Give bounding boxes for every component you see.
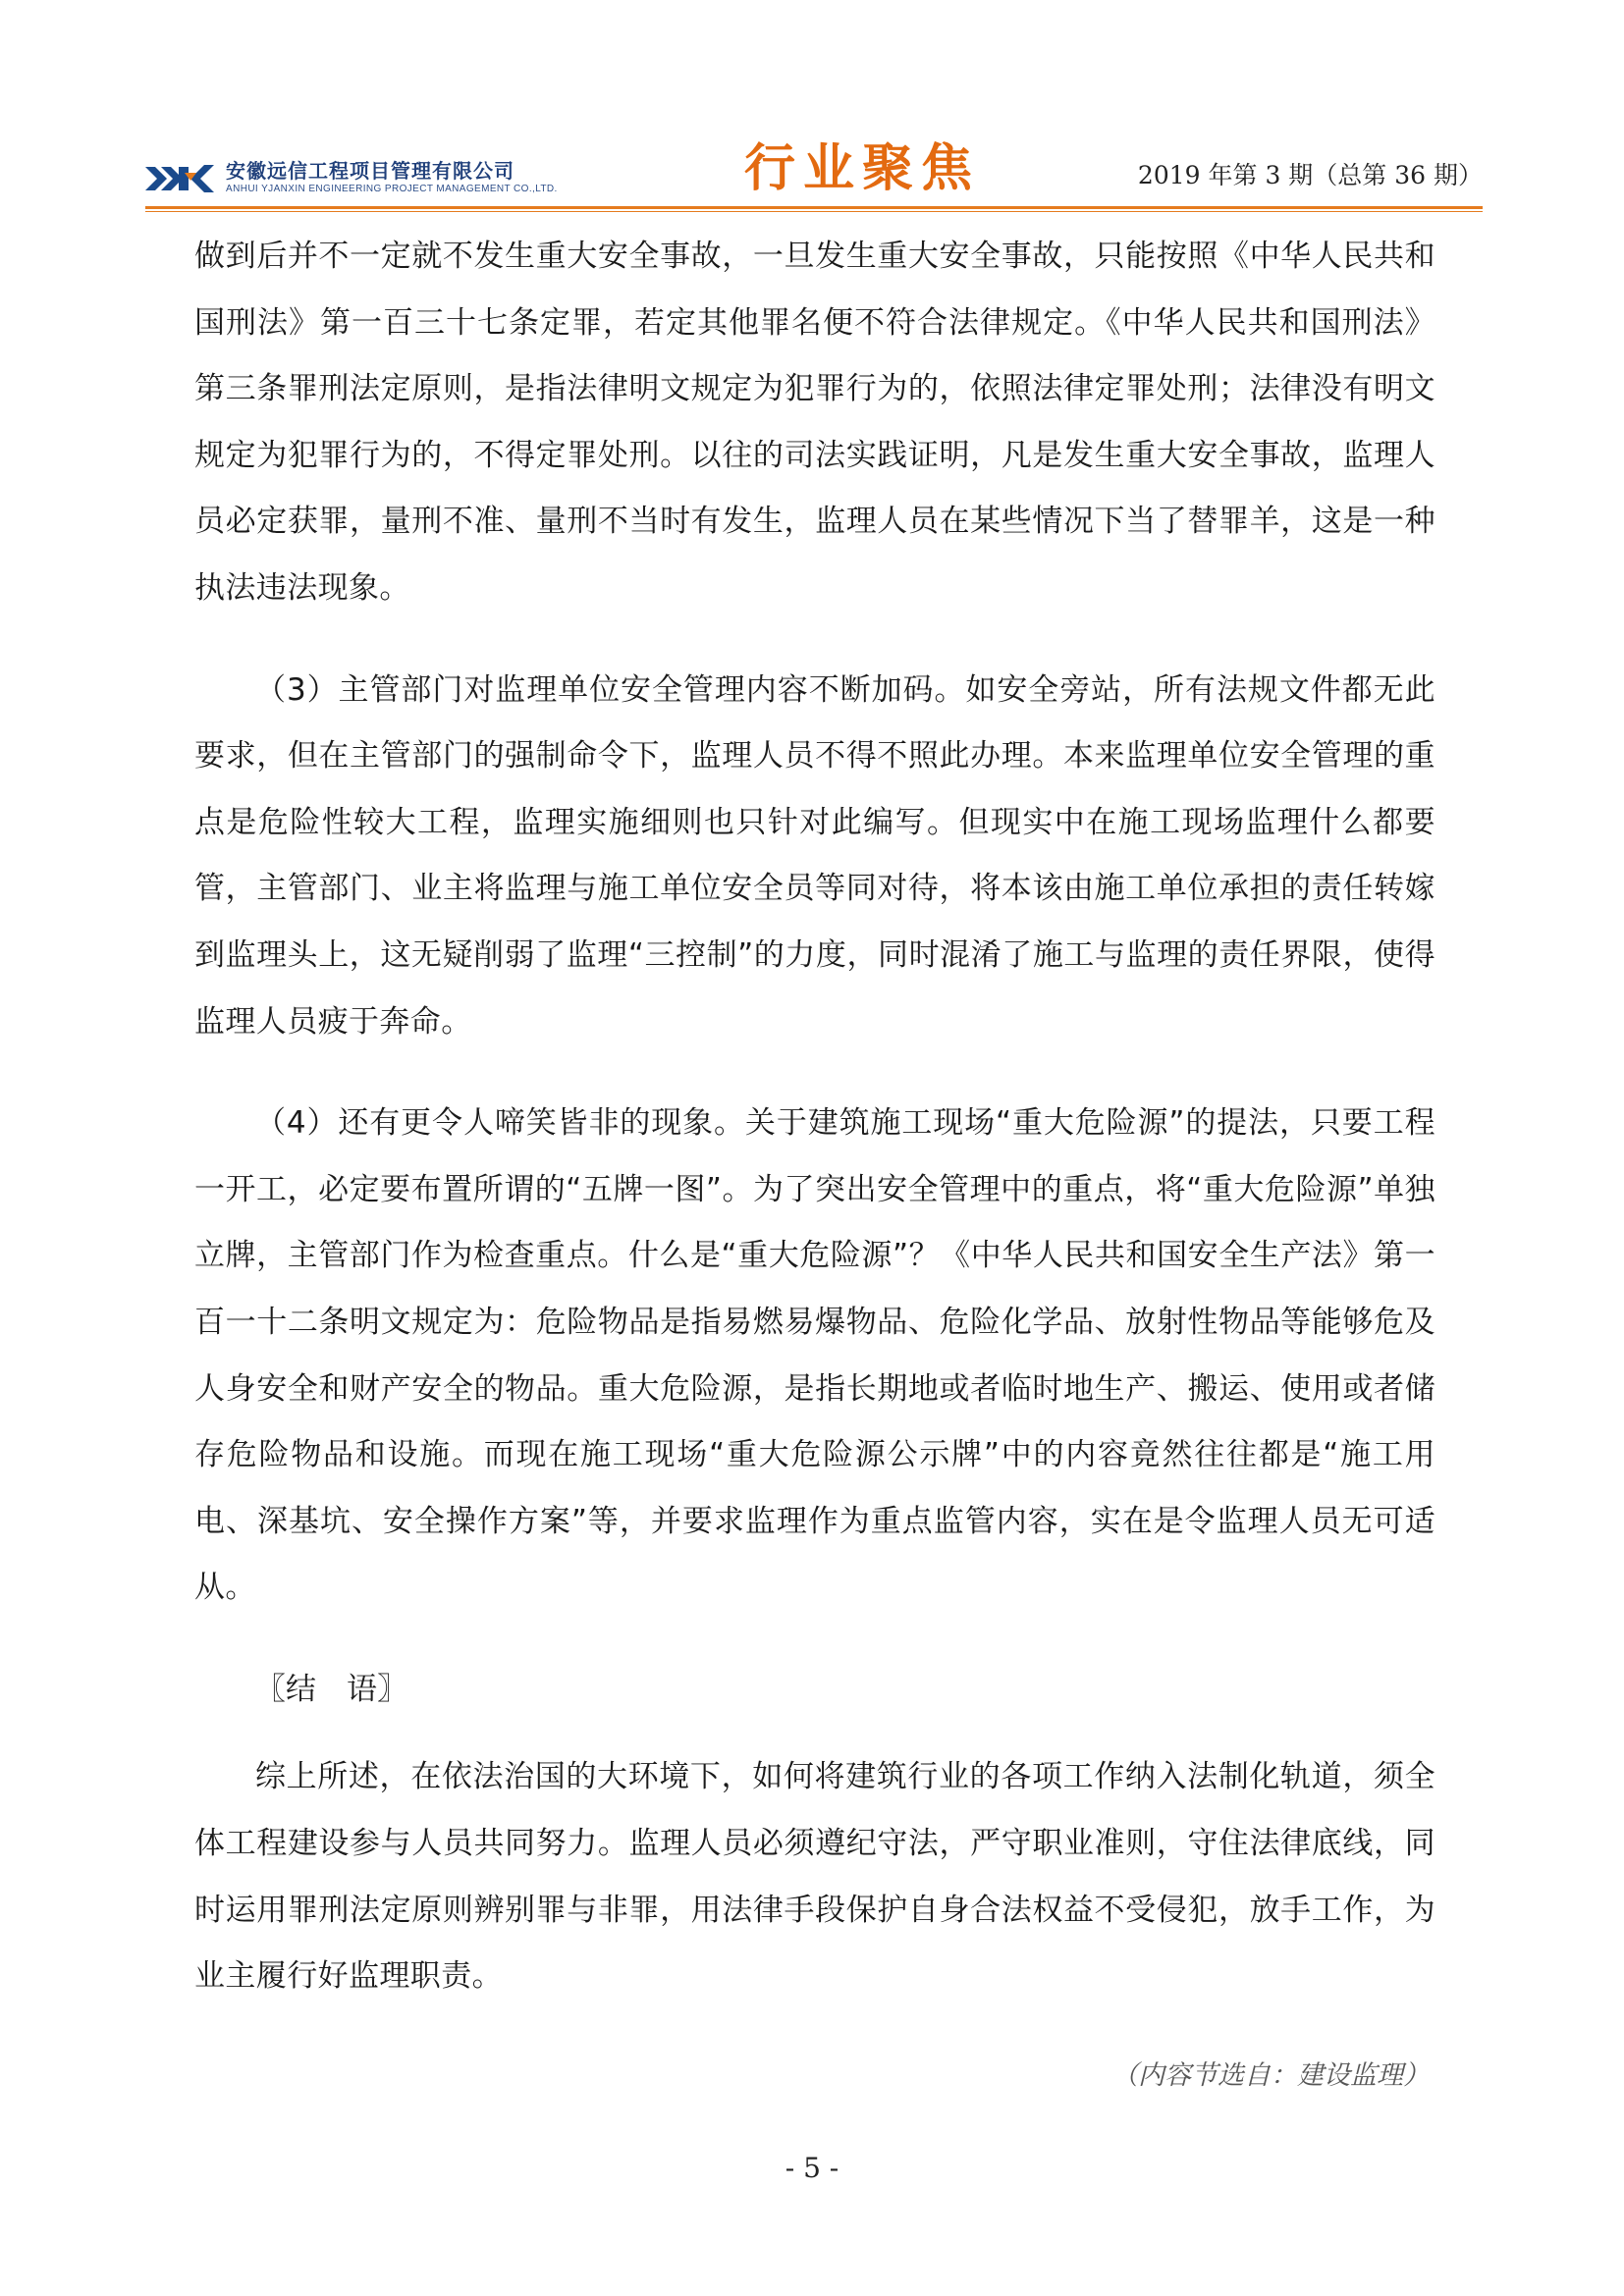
- conclusion-heading: 〖结 语〗: [255, 1671, 407, 1707]
- company-logo-icon: [145, 159, 214, 198]
- source-note: （内容节选自：建设监理）: [1111, 2060, 1430, 2091]
- company-name-en: ANHUI YJANXIN ENGINEERING PROJECT MANAGEMENT CO.,LTD.: [226, 184, 558, 194]
- header-divider: [145, 206, 1483, 209]
- paragraph-1: 做到后并不一定就不发生重大安全事故，一旦发生重大安全事故，只能按照《中华人民共和国刑法》第一百三十七条定罪，若定其他罪名便不符合法律规定。《中华人民共和国刑法》第三条罪刑法定原则，是指法律明文规定为犯罪行为的，依照法律定罪处刑；法律没有明文规定为犯罪行为的，不得定罪处刑。以往的司法实践证明，凡是发生重大安全事故，监理人员必定获罪，量刑不准、量刑不当时有发生，监理人员在某些情况下当了替罪羊，这是一种执法违法现象。: [194, 239, 1435, 606]
- header-divider-thin: [145, 211, 1483, 212]
- page-number: - 5 -: [785, 2152, 839, 2184]
- page-header: [145, 137, 1483, 206]
- company-name-block: [226, 159, 717, 196]
- paragraph-3: （4）还有更令人啼笑皆非的现象。关于建筑施工现场“重大危险源”的提法，只要工程一开工，必定要布置所谓的“五牌一图”。为了突出安全管理中的重点，将“重大危险源”单独立牌，主管部门作为检查重点。什么是“重大危险源”？《中华人民共和国安全生产法》第一百一十二条明文规定为：危险物品是指易燃易爆物品、危险化学品、放射性物品等能够危及人身安全和财产安全的物品。重大危险源，是指长期地或者临时地生产、搬运、使用或者储存危险物品和设施。而现在施工现场“重大危险源公示牌”中的内容竟然往往都是“施工用电、深基坑、安全操作方案”等，并要求监理作为重点监管内容，实在是令监理人员无可适从。: [194, 1105, 1435, 1606]
- paragraph-4: 综上所述，在依法治国的大环境下，如何将建筑行业的各项工作纳入法制化轨道，须全体工程建设参与人员共同努力。监理人员必须遵纪守法，严守职业准则，守住法律底线，同时运用罪刑法定原则辨别罪与非罪，用法律手段保护自身合法权益不受侵犯，放手工作，为业主履行好监理职责。: [194, 1759, 1435, 1995]
- issue-label: 2019 年第 3 期（总第 36 期）: [1137, 161, 1483, 189]
- article-body: [194, 224, 1435, 2010]
- company-name-cn: 安徽远信工程项目管理有限公司: [226, 159, 514, 183]
- paragraph-2: （3）主管部门对监理单位安全管理内容不断加码。如安全旁站，所有法规文件都无此要求，但在主管部门的强制命令下，监理人员不得不照此办理。本来监理单位安全管理的重点是危险性较大工程，监理实施细则也只针对此编写。但现实中在施工现场监理什么都要管，主管部门、业主将监理与施工单位安全员等同对待，将本该由施工单位承担的责任转嫁到监理头上，这无疑削弱了监理“三控制”的力度，同时混淆了施工与监理的责任界限，使得监理人员疲于奔命。: [194, 671, 1435, 1040]
- section-title: 行业聚焦: [743, 139, 980, 198]
